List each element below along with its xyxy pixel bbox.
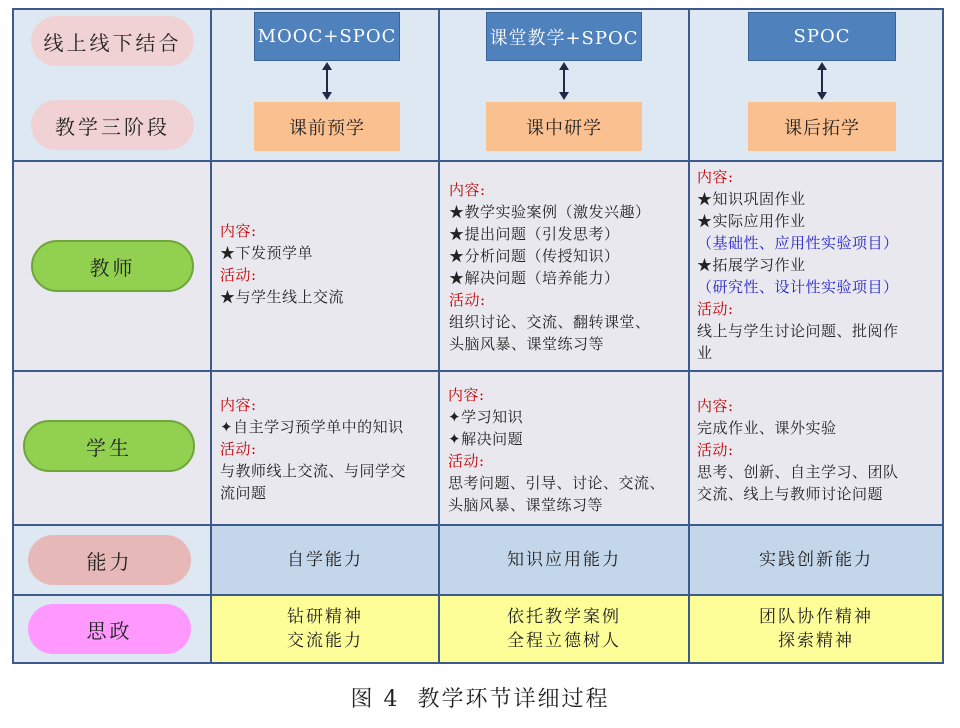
mode-box-3: SPOC bbox=[748, 12, 896, 61]
content-item: ★下发预学单 bbox=[220, 244, 314, 262]
content-item: ✦学习知识 bbox=[448, 408, 524, 426]
content-item: ★提出问题（引发思考） bbox=[449, 225, 620, 243]
content-item: ★实际应用作业 bbox=[697, 212, 806, 230]
activity-item: 交流、线上与教师讨论问题 bbox=[697, 485, 884, 503]
activity-title: 活动: bbox=[697, 441, 734, 459]
grid-line bbox=[12, 160, 944, 162]
ability-1 bbox=[212, 526, 438, 594]
double-arrow-icon bbox=[554, 61, 574, 101]
double-arrow-icon bbox=[317, 61, 337, 101]
activity-title: 活动: bbox=[448, 452, 485, 470]
activity-title: 活动: bbox=[220, 440, 257, 458]
content-title: 内容: bbox=[449, 181, 486, 199]
grid-line bbox=[942, 8, 944, 664]
ability-text: 实践创新能力 bbox=[759, 550, 873, 570]
ability-label: 能力 bbox=[28, 535, 191, 585]
teacher-label: 教师 bbox=[31, 240, 194, 292]
ability-3 bbox=[690, 526, 942, 594]
student-content-3 bbox=[697, 395, 899, 505]
content-item: ★知识巩固作业 bbox=[697, 190, 806, 208]
activity-item: 线上与学生讨论问题、批阅作 bbox=[697, 322, 899, 340]
content-note: （研究性、设计性实验项目） bbox=[697, 278, 899, 296]
ideology-text: 钻研精神 bbox=[287, 607, 363, 627]
content-item: 完成作业、课外实验 bbox=[697, 419, 837, 437]
ideology-text: 交流能力 bbox=[287, 631, 363, 651]
student-content-1 bbox=[220, 394, 406, 504]
activity-item: 与教师线上交流、与同学交 bbox=[220, 462, 407, 480]
student-content-2 bbox=[448, 384, 665, 516]
ideology-label: 思政 bbox=[28, 604, 191, 654]
ideology-text: 团队协作精神 bbox=[759, 607, 873, 627]
activity-item: 思考问题、引导、讨论、交流、 bbox=[448, 474, 666, 492]
ability-text: 知识应用能力 bbox=[507, 550, 621, 570]
ability-text: 自学能力 bbox=[287, 550, 363, 570]
activity-item: 头脑风暴、课堂练习等 bbox=[449, 335, 605, 353]
teacher-content-3 bbox=[697, 166, 899, 364]
figure-caption: 图 4 教学环节详细过程 bbox=[350, 687, 610, 712]
content-note: （基础性、应用性实验项目） bbox=[697, 234, 899, 252]
content-item: ✦解决问题 bbox=[448, 430, 524, 448]
stage-box-1: 课前预学 bbox=[254, 102, 400, 151]
ideology-text: 全程立德树人 bbox=[507, 631, 621, 651]
mode-label: 线上线下结合 bbox=[31, 16, 194, 66]
content-item: ★分析问题（传授知识） bbox=[449, 247, 620, 265]
content-title: 内容: bbox=[697, 168, 734, 186]
ideology-2 bbox=[440, 596, 688, 662]
content-title: 内容: bbox=[220, 222, 257, 240]
mode-box-1: MOOC+SPOC bbox=[254, 12, 400, 61]
ideology-3 bbox=[690, 596, 942, 662]
ideology-text: 探索精神 bbox=[778, 631, 854, 651]
ideology-1 bbox=[212, 596, 438, 662]
activity-item: 流问题 bbox=[220, 484, 267, 502]
activity-item: 头脑风暴、课堂练习等 bbox=[448, 496, 604, 514]
stage-box-3: 课后拓学 bbox=[748, 102, 896, 151]
content-title: 内容: bbox=[697, 397, 734, 415]
mode-box-2: 课堂教学+SPOC bbox=[486, 12, 642, 61]
content-item: ✦自主学习预学单中的知识 bbox=[220, 418, 404, 436]
grid-line bbox=[12, 662, 944, 664]
teacher-content-2 bbox=[449, 179, 651, 355]
content-item: ★教学实验案例（激发兴趣） bbox=[449, 203, 651, 221]
activity-title: 活动: bbox=[220, 266, 257, 284]
grid-line bbox=[12, 8, 944, 10]
stage-label: 教学三阶段 bbox=[31, 100, 194, 150]
grid-line bbox=[12, 370, 944, 372]
double-arrow-icon bbox=[812, 61, 832, 101]
content-title: 内容: bbox=[220, 396, 257, 414]
student-label: 学生 bbox=[23, 420, 195, 472]
content-title: 内容: bbox=[448, 386, 485, 404]
grid-line bbox=[12, 8, 14, 664]
activity-item: 思考、创新、自主学习、团队 bbox=[697, 463, 899, 481]
activity-title: 活动: bbox=[449, 291, 486, 309]
activity-title: 活动: bbox=[697, 300, 734, 318]
stage-box-2: 课中研学 bbox=[486, 102, 642, 151]
content-item: ★拓展学习作业 bbox=[697, 256, 806, 274]
activity-item: ★与学生线上交流 bbox=[220, 288, 345, 306]
content-item: ★解决问题（培养能力） bbox=[449, 269, 620, 287]
teacher-content-1 bbox=[220, 220, 344, 308]
activity-item: 业 bbox=[697, 344, 713, 362]
ability-2 bbox=[440, 526, 688, 594]
activity-item: 组织讨论、交流、翻转课堂、 bbox=[449, 313, 651, 331]
ideology-text: 依托教学案例 bbox=[507, 607, 621, 627]
